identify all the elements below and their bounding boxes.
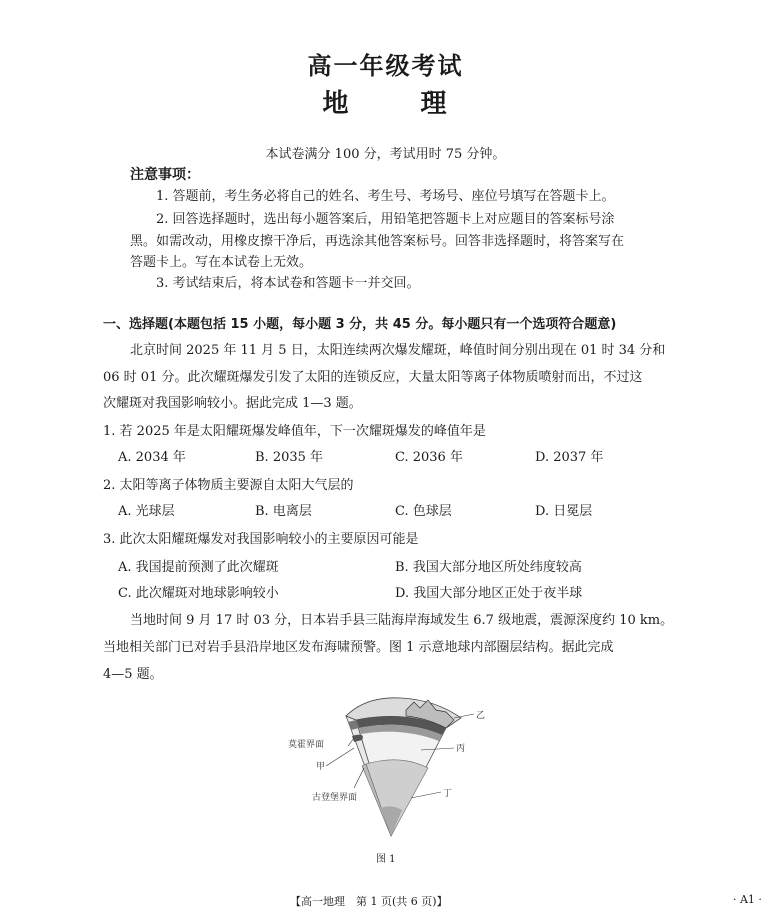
question-stem: 3. 此次太阳耀斑爆发对我国影响较小的主要原因可能是 bbox=[103, 532, 419, 547]
label-bing: 丙 bbox=[456, 744, 466, 754]
question-stem: 2. 太阳等离子体物质主要源自太阳大气层的 bbox=[103, 478, 354, 493]
notice-heading: 注意事项： bbox=[130, 167, 200, 183]
option: D. 我国大部分地区正处于夜半球 bbox=[395, 586, 583, 601]
option: C. 2036 年 bbox=[395, 450, 463, 465]
option: A. 光球层 bbox=[118, 504, 175, 519]
option: A. 2034 年 bbox=[118, 450, 186, 465]
page-mark: · A1 · bbox=[733, 893, 762, 906]
label-yi: 乙 bbox=[476, 711, 486, 721]
passage-line: 06 时 01 分。此次耀斑爆发引发了太阳的连锁反应，大量太阳等离子体物质喷射而出，不过这 bbox=[103, 370, 643, 385]
passage-line: 当地时间 9 月 17 时 03 分，日本岩手县三陆海岸海域发生 6.7 级地震，震源深度约 10 km。 bbox=[130, 613, 674, 628]
jia-leader bbox=[326, 748, 354, 766]
passage-line: 次耀斑对我国影响较小。据此完成 1—3 题。 bbox=[103, 396, 362, 411]
notice-item: 3. 考试结束后，将本试卷和答题卡一并交回。 bbox=[156, 276, 420, 291]
option: A. 我国提前预测了此次耀斑 bbox=[118, 560, 279, 575]
option: D. 日冕层 bbox=[535, 504, 593, 519]
option: B. 电离层 bbox=[255, 504, 312, 519]
passage-line: 4—5 题。 bbox=[103, 667, 163, 682]
passage-line: 当地相关部门已对岩手县沿岸地区发布海啸预警。图 1 示意地球内部圈层结构。据此完成 bbox=[103, 640, 614, 655]
notice-item: 黑。如需改动，用橡皮擦干净后，再选涂其他答案标号。回答非选择题时，将答案写在 bbox=[130, 234, 625, 249]
notice-item: 2. 回答选择题时，选出每小题答案后，用铅笔把答题卡上对应题目的答案标号涂 bbox=[156, 212, 615, 227]
figure-caption: 图 1 bbox=[376, 854, 396, 865]
option: C. 此次耀斑对地球影响较小 bbox=[118, 586, 279, 601]
subject-char-right: 理 bbox=[420, 89, 449, 119]
section-heading: 一、选择题(本题包括 15 小题，每小题 3 分，共 45 分。每小题只有一个选项符合题意) bbox=[103, 317, 617, 332]
option: C. 色球层 bbox=[395, 504, 452, 519]
moho-leader bbox=[348, 738, 354, 746]
option: B. 2035 年 bbox=[255, 450, 324, 465]
gutenberg-leader bbox=[354, 768, 364, 788]
label-ding: 丁 bbox=[443, 789, 453, 799]
ding-leader bbox=[411, 792, 441, 798]
option: D. 2037 年 bbox=[535, 450, 604, 465]
passage-line: 北京时间 2025 年 11 月 5 日，太阳连续两次爆发耀斑，峰值时间分别出现在 01 时 34 分和 bbox=[130, 343, 666, 358]
page-footer: 【高一地理 第 1 页(共 6 页)】 bbox=[290, 895, 448, 908]
notice-item: 答题卡上。写在本试卷上无效。 bbox=[130, 255, 313, 270]
option: B. 我国大部分地区所处纬度较高 bbox=[395, 560, 582, 575]
label-jia: 甲 bbox=[316, 762, 326, 772]
label-moho: 莫霍界面 bbox=[288, 740, 325, 750]
exam-title: 高一年级考试 bbox=[307, 52, 464, 80]
label-gutenberg: 古登堡界面 bbox=[312, 793, 358, 803]
subject-char-left: 地 bbox=[322, 89, 351, 119]
subject-title bbox=[0, 83, 771, 120]
notice-item: 1. 答题前，考生务必将自己的姓名、考生号、考场号、座位号填写在答题卡上。 bbox=[156, 189, 615, 204]
question-stem: 1. 若 2025 年是太阳耀斑爆发峰值年，下一次耀斑爆发的峰值年是 bbox=[103, 424, 486, 439]
exam-meta: 本试卷满分 100 分，考试用时 75 分钟。 bbox=[265, 147, 506, 162]
